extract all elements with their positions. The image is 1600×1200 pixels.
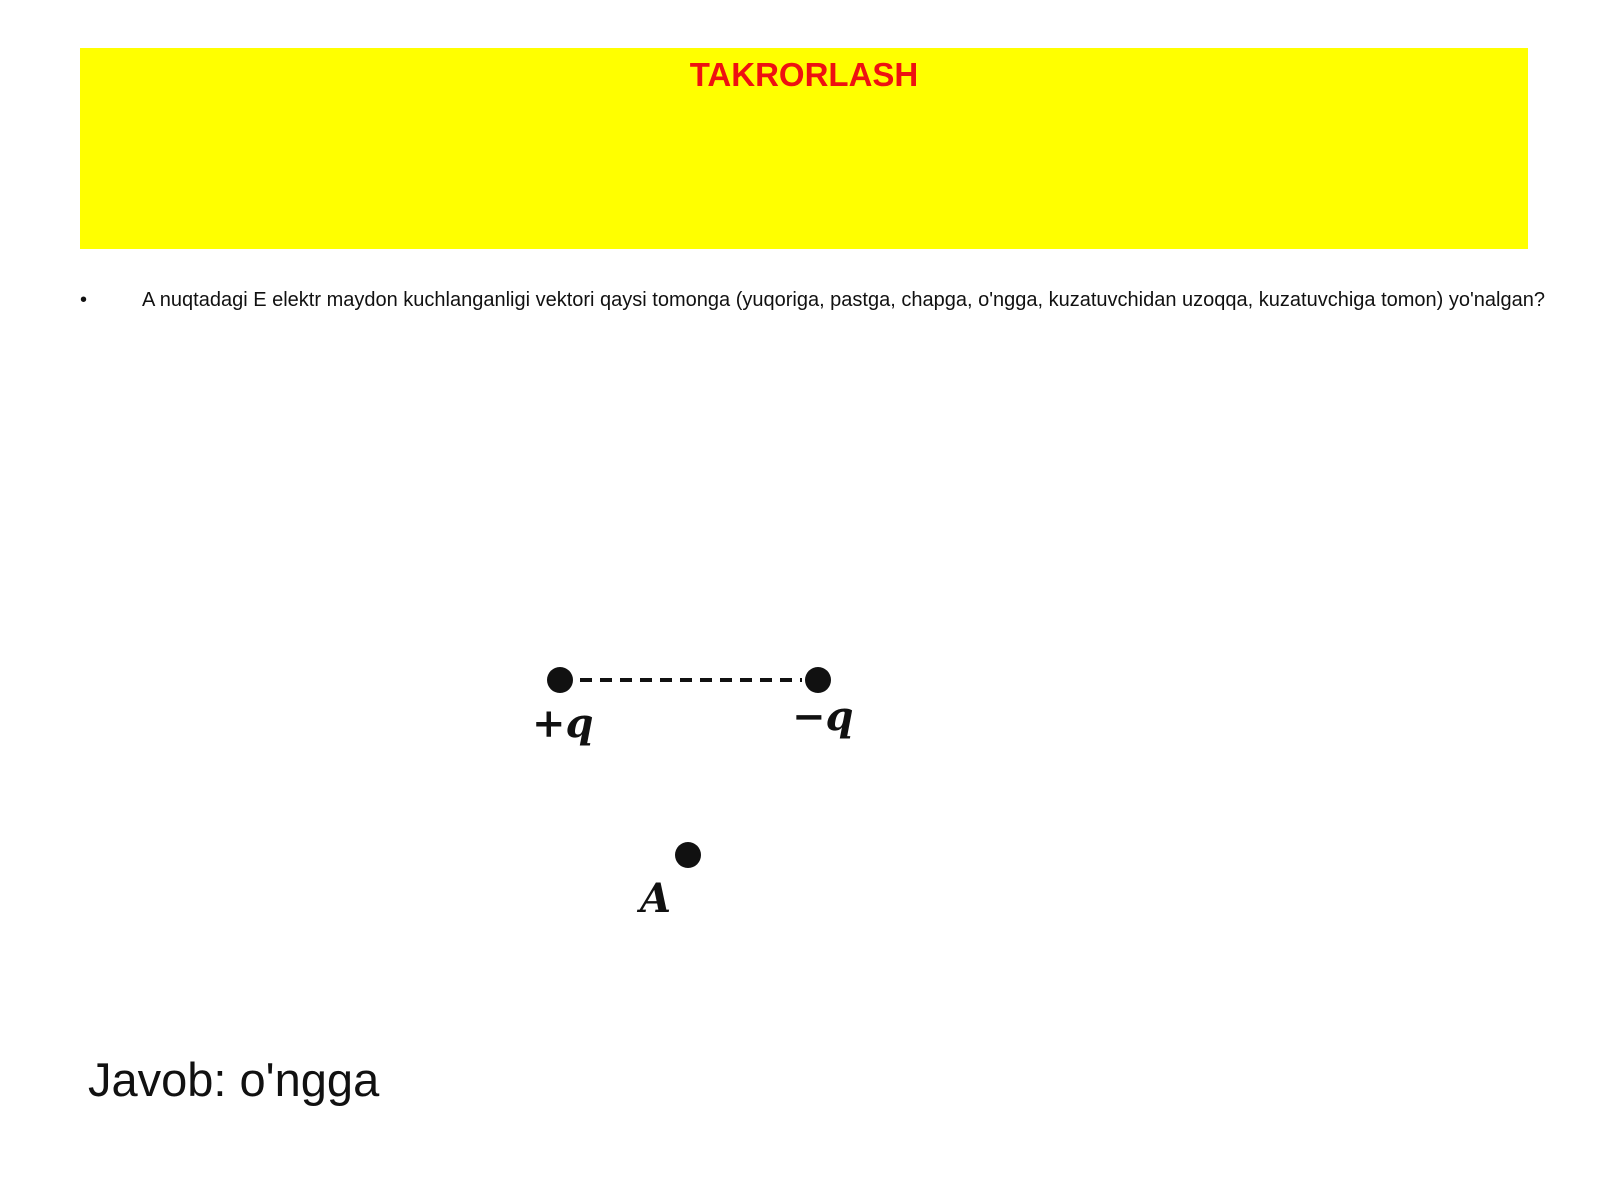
- negative-charge-dot: [805, 667, 831, 693]
- negative-charge-label: −q: [792, 693, 854, 740]
- point-a-label: A: [640, 875, 672, 922]
- point-a-dot: [675, 842, 701, 868]
- positive-charge-label: +q: [532, 700, 594, 747]
- slide-title: TAKRORLASH: [689, 56, 919, 93]
- title-band: [80, 48, 1528, 249]
- bullet-icon: •: [80, 289, 88, 311]
- positive-charge-dot: [547, 667, 573, 693]
- question-text: A nuqtadagi E elektr maydon kuchlanganligi vektori qaysi tomonga (yuqoriga, pastga, chapga, o'ngga, kuzatuvchidan uzoqqa, kuzatuvchiga tomon) yo'nalgan?: [142, 289, 1545, 311]
- answer-text: Javob: o'ngga: [88, 1053, 380, 1106]
- charges-diagram: [530, 650, 860, 930]
